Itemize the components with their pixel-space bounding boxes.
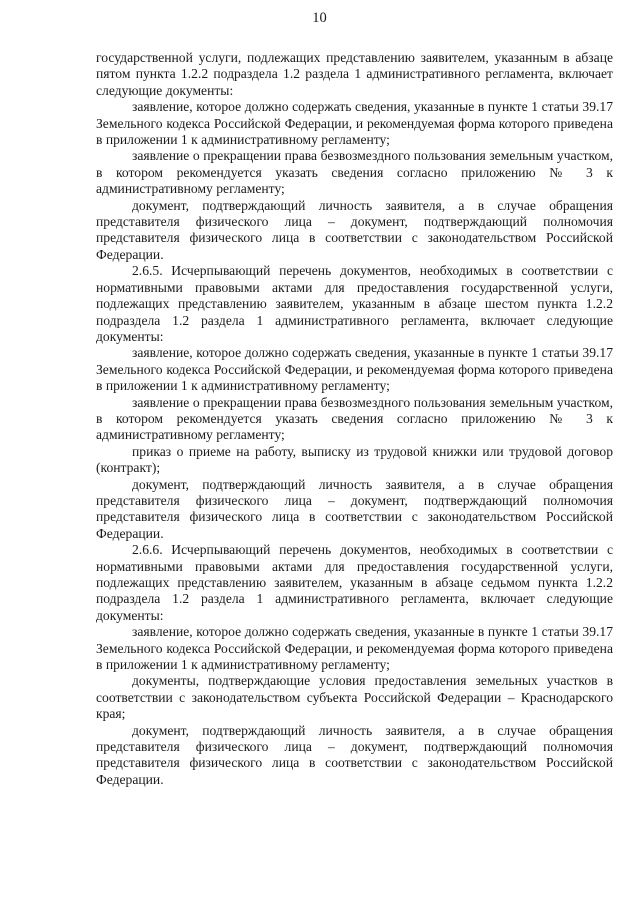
paragraph: заявление о прекращении права безвозмездного пользования земельным участком, в котором рекомендуется указать сведения согласно приложению № 3 к административному регламенту; [96, 394, 613, 443]
paragraph: заявление о прекращении права безвозмездного пользования земельным участком, в котором рекомендуется указать сведения согласно приложению № 3 к административному регламенту; [96, 148, 613, 197]
page-number: 10 [312, 10, 327, 26]
clause-2-6-5: 2.6.5. Исчерпывающий перечень документов, необходимых в соответствии с нормативными правовыми актами для предоставления государственной услуги, подлежащих представлению заявителем, указанным в абзаце шестом пункта 1.2.2 подраздела 1.2 раздела 1 административного регламента, включает следующие документы: [96, 263, 613, 344]
paragraph: документы, подтверждающие условия предоставления земельных участков в соответствии с законодательством субъекта Российской Федерации – Краснодарского края; [96, 673, 613, 722]
paragraph: документ, подтверждающий личность заявителя, а в случае обращения представителя физического лица – документ, подтверждающий полномочия представителя физического лица в соответствии с законодательством Российской Федерации. [96, 722, 613, 787]
clause-2-6-6: 2.6.6. Исчерпывающий перечень документов, необходимых в соответствии с нормативными правовыми актами для предоставления государственной услуги, подлежащих представлению заявителем, указанным в абзаце седьмом пункта 1.2.2 подраздела 1.2 раздела 1 административного регламента, включает следующие документы: [96, 542, 613, 623]
paragraph: документ, подтверждающий личность заявителя, а в случае обращения представителя физического лица – документ, подтверждающий полномочия представителя физического лица в соответствии с законодательством Российской Федерации. [96, 197, 613, 262]
paragraph-continuation: государственной услуги, подлежащих представлению заявителем, указанным в абзаце пятом пункта 1.2.2 подраздела 1.2 раздела 1 административного регламента, включает следующие документы: [96, 50, 613, 98]
paragraph: заявление, которое должно содержать сведения, указанные в пункте 1 статьи 39.17 Земельного кодекса Российской Федерации, и рекомендуемая форма которого приведена в приложении 1 к административному регламенту; [96, 99, 613, 148]
paragraph: заявление, которое должно содержать сведения, указанные в пункте 1 статьи 39.17 Земельного кодекса Российской Федерации, и рекомендуемая форма которого приведена в приложении 1 к административному регламенту; [96, 345, 613, 394]
paragraph: заявление, которое должно содержать сведения, указанные в пункте 1 статьи 39.17 Земельного кодекса Российской Федерации, и рекомендуемая форма которого приведена в приложении 1 к административному регламенту; [96, 624, 613, 673]
paragraph: документ, подтверждающий личность заявителя, а в случае обращения представителя физического лица – документ, подтверждающий полномочия представителя физического лица в соответствии с законодательством Российской Федерации. [96, 476, 613, 541]
paragraph: приказ о приеме на работу, выписку из трудовой книжки или трудовой договор (контракт); [96, 443, 613, 476]
document-body [96, 50, 613, 788]
